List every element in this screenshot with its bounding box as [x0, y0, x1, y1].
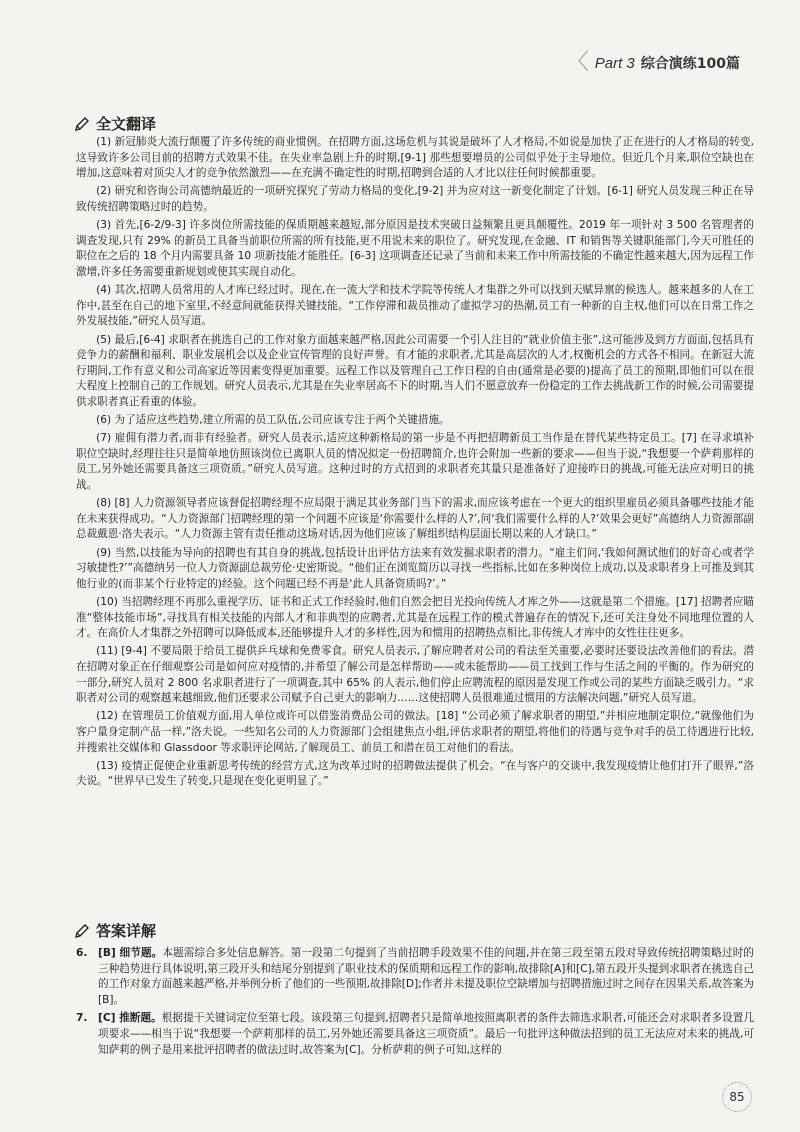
translation-paragraph: (5) 最后,[6-4] 求职者在挑选自己的工作对象方面越来越严格,因此公司需要一个引人注目的“就业价值主张”,这可能涉及到方方面面,包括具有竞争力的薪酬和福利、职业发展机会以及企业宣传管理的良好声誉。有才能的求职者,尤其是高层次的人才,权衡机会的方式各不相同。在新冠大流行期间,工作有意义和公司高家近等因素变得更加重要。远程工作以及管理自己工作日程的自由(通常是必要的)提高了员工的预期,即他们可以在很大程度上控制自己的工作规划。研究人员表示,尤其是在失业率居高不下的时期,当人们不愿意放弃一份稳定的工作去挑战新工作的时候,公司需要提供求职者真正看重的体验。 [76, 333, 754, 408]
translation-paragraph: (11) [9-4] 不要局限于给员工提供乒乓球和免费零食。研究人员表示,了解应聘者对公司的看法至关重要,必要时还要设法改善他们的看法。潜在招聘对象正在仔细观察公司是如何应对疫情的,并希望了解公司是怎样帮助——或未能帮助——员工找到工作与生活之间的平衡的。作为研究的一部分,研究人员对 2 800 名求职者进行了一项调查,其中 65% 的人表示,他们停止应聘流程的原因是发现工作或公司的某些方面缺乏吸引力。“求职者对公司的观察越来越细致,他们还要求公司赋予自己更大的影响力……这使招聘人员很难通过惯用的方法解决问题,”研究人员写道。 [76, 645, 754, 705]
part-label: Part 3 [594, 54, 635, 72]
answer-number: 7. [76, 1012, 88, 1025]
answer-key: [B] 细节题。 [98, 947, 163, 959]
translation-paragraph: (13) 疫情正促使企业重新思考传统的经营方式,这为改革过时的招聘做法提供了机会。“在与客户的交谈中,我发现疫情让他们打开了眼界,”洛夫说。“世界早已发生了转变,只是现在变化更明显了。” [76, 759, 754, 788]
pencil-icon [74, 116, 90, 132]
answers-body [76, 946, 754, 1061]
translation-paragraph: (8) [8] 人力资源领导者应该督促招聘经理不应局限于满足其业务部门当下的需求,而应该考虑在一个更大的组织里雇员必须具备哪些技能才能在未来获得成功。“人力资源部门招聘经理的第一个问题不应该是‘你需要什么样的人?’,问‘我们需要什么样的人?’效果会更好”高德纳人力资源部副总裁戴恩·洛夫表示。“人力资源主管有责任推动这场对话,因为他们应该了解组织结构层面长期以来的人才缺口。” [76, 497, 754, 541]
page-number: 85 [722, 1082, 752, 1112]
header-title: 综合演练100篇 [640, 56, 740, 72]
translation-paragraph: (6) 为了适应这些趋势,建立所需的员工队伍,公司应该专注于两个关键措施。 [96, 414, 450, 427]
answer-number: 6. [76, 947, 88, 959]
answer-explanation: 根据提干关键词定位至第七段。该段第三句提到,招聘者只是简单地按照离职者的条件去筛选求职者,可能还会对求职者多设置几项要求——相当于说“我想要一个萨莉那样的员工,另外她还需要具备这三项资质”。最后一句批评这种做法招到的员工无法应对未来的挑战,可知萨莉的例子是用来批评招聘者的做法过时,故答案为[C]。分析萨莉的例子可知,这样的 [98, 1012, 754, 1056]
translation-heading-text: 全文翻译 [96, 115, 157, 133]
translation-body [76, 135, 754, 792]
pencil-icon [74, 923, 90, 939]
answer-text [98, 946, 754, 1008]
translation-paragraph: (3) 首先,[6-2/9-3] 许多岗位所需技能的保质期越来越短,部分原因是技术突破日益频繁且更具颠覆性。2019 年一项针对 3 500 名管理者的调查发现,只有 29% 的新员工具备当前职位所需的所有技能,更不用说未来的职位了。研究发现,在金融、IT 和销售等关键职能部门,今天可胜任的职位在之后的 18 个月内需要具备 10 项新技能才能胜任。[6-3] 这项调查还记录了当前和未来工作中所需技能的不确定性越来越大,因为远程工作激增,许多任务需要重新规划或使其实现自动化。 [76, 219, 754, 278]
translation-paragraph: (1) 新冠肺炎大流行颠覆了许多传统的商业惯例。在招聘方面,这场危机与其说是破坏了人才格局,不如说是加快了正在进行的人才格局的转变,这导致许多公司目前的招聘方式效果不佳。在失业率急剧上升的时期,[9-1] 那些想要增员的公司似乎处于主导地位。但近几个月来,职位空缺也在增加,这意味着对顶尖人才的竞争依然激烈——在充满不确定性的时期,招聘到合适的人才比以往任何时候都重要。 [76, 136, 754, 180]
translation-heading [74, 113, 156, 134]
answer-text [98, 1011, 754, 1058]
answer-item [76, 1011, 754, 1058]
answer-item [76, 946, 754, 1008]
translation-paragraph: (10) 当招聘经理不再那么重视学历、证书和正式工作经验时,他们自然会把目光投向传统人才库之外——这就是第二个措施。[17] 招聘者应瞄准“整体技能市场”,寻找具有相关技能的内部人才和非典型的应聘者,尤其是在远程工作的模式普遍存在的情况下,还可关注身处不同地理位置的人才。在高价人才集群之外招聘可以降低成本,还能够提升人才的多样性,因为和惯用的招聘热点相比,非传统人才库中的女性往往更多。 [76, 595, 754, 640]
answer-key: [C] 推断题。 [98, 1012, 162, 1025]
translation-paragraph: (4) 其次,招聘人员常用的人才库已经过时。现在,在一流大学和技术学院等传统人才集群之外可以找到天赋异禀的候选人。越来越多的人在工作中,甚至在自己的地下室里,不经意间就能获得关键技能。“工作停滞和裁员推动了虚拟学习的热潮,员工有一种新的自主权,他们可以在日常工作之外发展技能,”研究人员写道。 [76, 284, 754, 328]
translation-paragraph: (9) 当然,以技能为导向的招聘也有其自身的挑战,包括设计出评估方法来有效发掘求职者的潜力。“雇主们问,‘我如何测试他们的好奇心或者学习敏捷性?’”高德纳另一位人力资源副总裁劳伦·史密斯说。“他们正在浏览简历以寻找一些指标,比如在多种岗位上成功,以及求职者身上可推及到其他行业的(而非某个行业特定的)经验。这个问题已经不再是‘此人具备资质吗?’。” [76, 546, 754, 590]
translation-paragraph: (2) 研究和咨询公司高德纳最近的一项研究探究了劳动力格局的变化,[9-2] 并为应对这一新变化制定了计划。[6-1] 研究人员发现三种正在导致传统招聘策略过时的趋势。 [76, 185, 754, 213]
page-header [567, 52, 740, 74]
answers-heading-text: 答案详解 [96, 922, 157, 940]
answer-explanation: 本题需综合多处信息解答。第一段第二句提到了当前招聘手段效果不佳的问题,并在第三段至第五段对导致传统招聘策略过时的三种趋势进行具体说明,第三段开头和结尾分别提到了职业技术的保质期和远程工作的影响,故排除[A]和[C],第五段开头提到求职者在挑选自己的工作对象方面越来越严格,并举例分析了他们的一些预期,故排除[D];作者并未提及职位空缺增加与招聘措施过时之间存在因果关系,故答案为[B]。 [98, 947, 754, 1006]
decorative-curl-icon: 〈 [566, 50, 589, 75]
translation-paragraph: (7) 雇佣有潜力者,而非有经验者。研究人员表示,适应这种新格局的第一步是不再把招聘新员工当作是在替代某些特定员工。[7] 在寻求填补职位空缺时,经理往往只是简单地仿照该岗位已离职人员的情况拟定一份招聘简介,也许会附加一些新的要求——但当于说,“我想要一个萨莉那样的员工,另外她还需要具备这三项资质。”研究人员写道。这种过时的方式招到的求职者充其量只是准备好了迎接昨日的挑战,可能无法应对明日的挑战。 [76, 432, 754, 492]
answers-heading [74, 920, 156, 941]
translation-paragraph: (12) 在管理员工价值观方面,用人单位或许可以借鉴消费品公司的做法。[18] “公司必须了解求职者的期望,”并相应地制定职位,“就像他们为客户量身定制产品一样,”洛夫说。一些知名公司的人力资源部门会组建焦点小组,评估求职者的期望,将他们的待遇与竞争对手的员工待遇进行比较,并搜索社交媒体和 Glassdoor 等求职评论网站,了解现员工、前员工和潜在员工对他们的看法。 [76, 710, 754, 754]
